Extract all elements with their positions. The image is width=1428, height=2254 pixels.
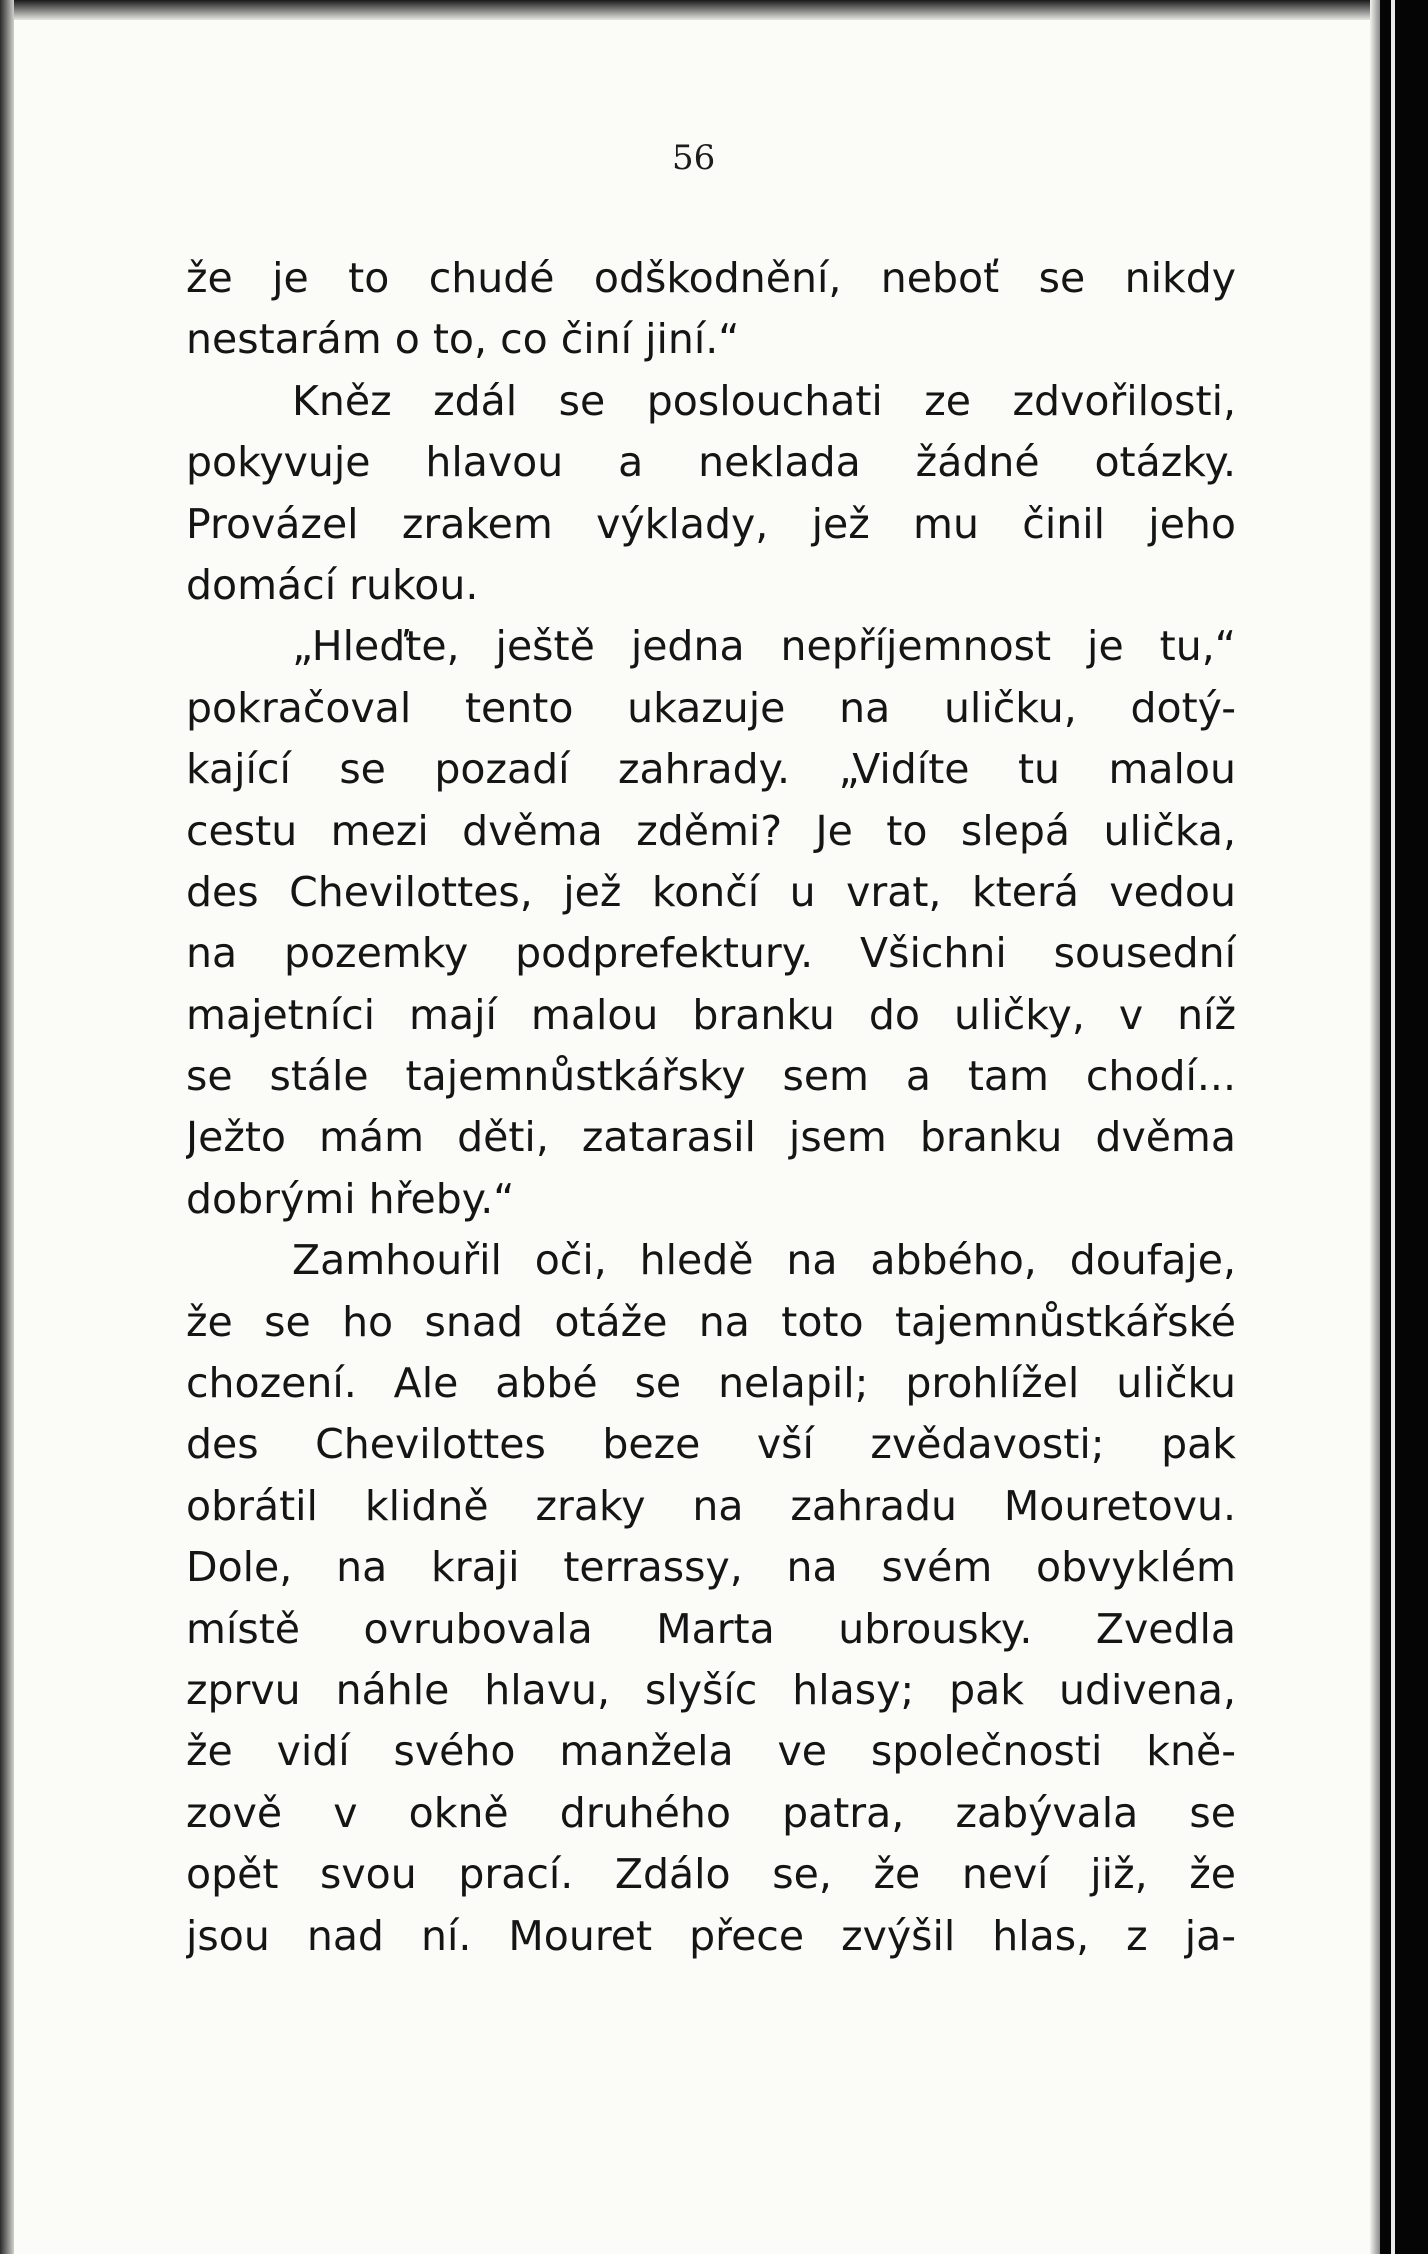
text-line: chození. Ale abbé se nelapil; prohlížel uličku xyxy=(186,1359,1236,1408)
text-line: že je to chudé odškodnění, neboť se nikdy xyxy=(186,254,1236,302)
scan-dark-edge xyxy=(1380,0,1428,2254)
text-line: Kněz zdál se poslouchati ze zdvořilosti, xyxy=(292,376,1236,425)
page-number: 56 xyxy=(672,138,716,178)
text-line: Provázel zrakem výklady, jež mu činil jeho xyxy=(186,499,1236,548)
text-line: že vidí svého manžela ve společnosti kně- xyxy=(186,1727,1236,1776)
text-line: místě ovrubovala Marta ubrousky. Zvedla xyxy=(186,1604,1236,1653)
text-line: des Chevilottes, jež končí u vrat, která vedou xyxy=(186,867,1236,916)
text-line: Dole, na kraji terrassy, na svém obvyklém xyxy=(186,1543,1236,1592)
text-line: se stále tajemnůstkářsky sem a tam chodí... xyxy=(186,1052,1236,1101)
text-line: nestarám o to, co činí jiní.“ xyxy=(186,315,740,364)
text-line: majetníci mají malou branku do uličky, v níž xyxy=(186,990,1236,1039)
text-line: des Chevilottes beze vší zvědavosti; pak xyxy=(186,1420,1236,1469)
text-line: kající se pozadí zahrady. „Vidíte tu malou xyxy=(186,745,1236,794)
text-line: cestu mezi dvěma zděmi? Je to slepá ulička, xyxy=(186,806,1236,855)
text-line: Zamhouřil oči, hledě na abbého, doufaje, xyxy=(292,1236,1236,1285)
scan-shadow-left xyxy=(0,0,14,2254)
scan-shadow-right xyxy=(1370,0,1380,2254)
text-line: zprvu náhle hlavu, slyšíc hlasy; pak udivena, xyxy=(186,1665,1236,1714)
text-line: domácí rukou. xyxy=(186,560,479,609)
text-line: pokračoval tento ukazuje na uličku, dotý- xyxy=(186,683,1236,732)
text-line: opět svou prací. Zdálo se, že neví již, že xyxy=(186,1850,1236,1899)
scan-shadow-top xyxy=(0,0,1380,20)
text-line: dobrými hřeby.“ xyxy=(186,1174,515,1223)
text-line: pokyvuje hlavou a neklada žádné otázky. xyxy=(186,438,1236,487)
body-text xyxy=(186,248,1236,1967)
text-line: jsou nad ní. Mouret přece zvýšil hlas, z ja- xyxy=(186,1911,1236,1960)
text-line: na pozemky podprefektury. Všichni sousední xyxy=(186,929,1236,978)
text-line: obrátil klidně zraky na zahradu Mouretovu. xyxy=(186,1481,1236,1530)
text-line: Ježto mám děti, zatarasil jsem branku dvěma xyxy=(186,1113,1236,1162)
text-line: zově v okně druhého patra, zabývala se xyxy=(186,1788,1236,1837)
scan-edge-line xyxy=(1391,0,1395,2254)
text-line: že se ho snad otáže na toto tajemnůstkářské xyxy=(186,1297,1236,1346)
text-line: „Hleďte, ještě jedna nepříjemnost je tu,“ xyxy=(292,622,1236,671)
